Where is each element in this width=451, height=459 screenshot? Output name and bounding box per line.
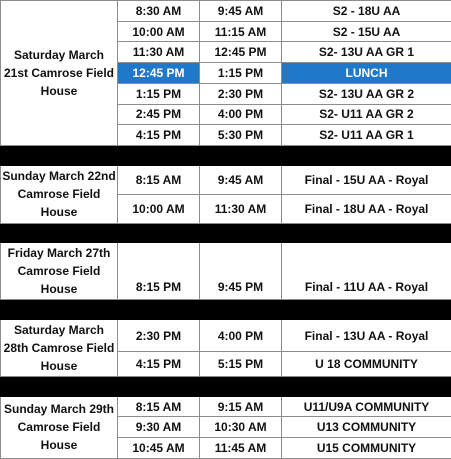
event-cell: U15 COMMUNITY	[282, 438, 451, 459]
start-time-cell: 1:15 PM	[118, 83, 200, 104]
end-time-cell: 5:15 PM	[200, 352, 282, 377]
separator-bar	[1, 300, 451, 320]
event-cell: S2 - 15U AA	[282, 21, 451, 42]
start-time-cell: 8:30 AM	[118, 1, 200, 22]
start-time-cell: 8:15 AM	[118, 165, 200, 194]
end-time-cell: 10:30 AM	[200, 417, 282, 438]
event-cell: S2- U11 AA GR 2	[282, 104, 451, 125]
table-row	[1, 165, 451, 194]
event-cell: U11/U9A COMMUNITY	[282, 396, 451, 417]
separator-bar	[1, 377, 451, 397]
separator-row	[1, 146, 451, 166]
day-cell: Saturday March 21st Camrose Field House	[1, 1, 118, 146]
separator-row	[1, 377, 451, 397]
start-time-cell: 11:30 AM	[118, 42, 200, 63]
end-time-cell: 11:45 AM	[200, 438, 282, 459]
start-time-cell: 8:15 AM	[118, 396, 200, 417]
day-cell: Saturday March 28th Camrose Field House	[1, 320, 118, 377]
end-time-cell: 9:15 AM	[200, 396, 282, 417]
end-time-cell: 11:30 AM	[200, 194, 282, 223]
end-time-cell: 9:45 AM	[200, 165, 282, 194]
event-cell: U13 COMMUNITY	[282, 417, 451, 438]
table-row	[1, 1, 451, 22]
event-cell: Final - 15U AA - Royal	[282, 165, 451, 194]
start-time-cell: 2:45 PM	[118, 104, 200, 125]
end-time-cell: 11:15 AM	[200, 21, 282, 42]
event-cell: U 18 COMMUNITY	[282, 352, 451, 377]
start-time-cell: 8:15 PM	[118, 243, 200, 300]
day-cell: Sunday March 22nd Camrose Field House	[1, 165, 118, 223]
day-cell: Friday March 27th Camrose Field House	[1, 243, 118, 300]
separator-bar	[1, 146, 451, 166]
event-cell: S2 - 18U AA	[282, 1, 451, 22]
start-time-cell: 10:45 AM	[118, 438, 200, 459]
start-time-cell: 10:00 AM	[118, 21, 200, 42]
event-cell: S2- U11 AA GR 1	[282, 125, 451, 146]
end-time-cell: 2:30 PM	[200, 83, 282, 104]
event-cell: Final - 11U AA - Royal	[282, 243, 451, 300]
separator-row	[1, 300, 451, 320]
end-time-cell: 4:00 PM	[200, 320, 282, 352]
start-time-cell: 10:00 AM	[118, 194, 200, 223]
start-time-cell: 9:30 AM	[118, 417, 200, 438]
event-cell: S2- 13U AA GR 2	[282, 83, 451, 104]
table-row	[1, 320, 451, 352]
start-time-cell: 2:30 PM	[118, 320, 200, 352]
end-time-cell: 1:15 PM	[200, 63, 282, 84]
day-cell: Sunday March 29th Camrose Field House	[1, 396, 118, 458]
end-time-cell: 4:00 PM	[200, 104, 282, 125]
start-time-cell: 12:45 PM	[118, 63, 200, 84]
start-time-cell: 4:15 PM	[118, 125, 200, 146]
end-time-cell: 9:45 AM	[200, 1, 282, 22]
table-row	[1, 243, 451, 300]
event-cell: S2- 13U AA GR 1	[282, 42, 451, 63]
separator-row	[1, 223, 451, 243]
end-time-cell: 5:30 PM	[200, 125, 282, 146]
end-time-cell: 9:45 PM	[200, 243, 282, 300]
event-cell: LUNCH	[282, 63, 451, 84]
end-time-cell: 12:45 PM	[200, 42, 282, 63]
separator-bar	[1, 223, 451, 243]
event-cell: Final - 18U AA - Royal	[282, 194, 451, 223]
start-time-cell: 4:15 PM	[118, 352, 200, 377]
event-cell: Final - 13U AA - Royal	[282, 320, 451, 352]
table-row	[1, 396, 451, 417]
